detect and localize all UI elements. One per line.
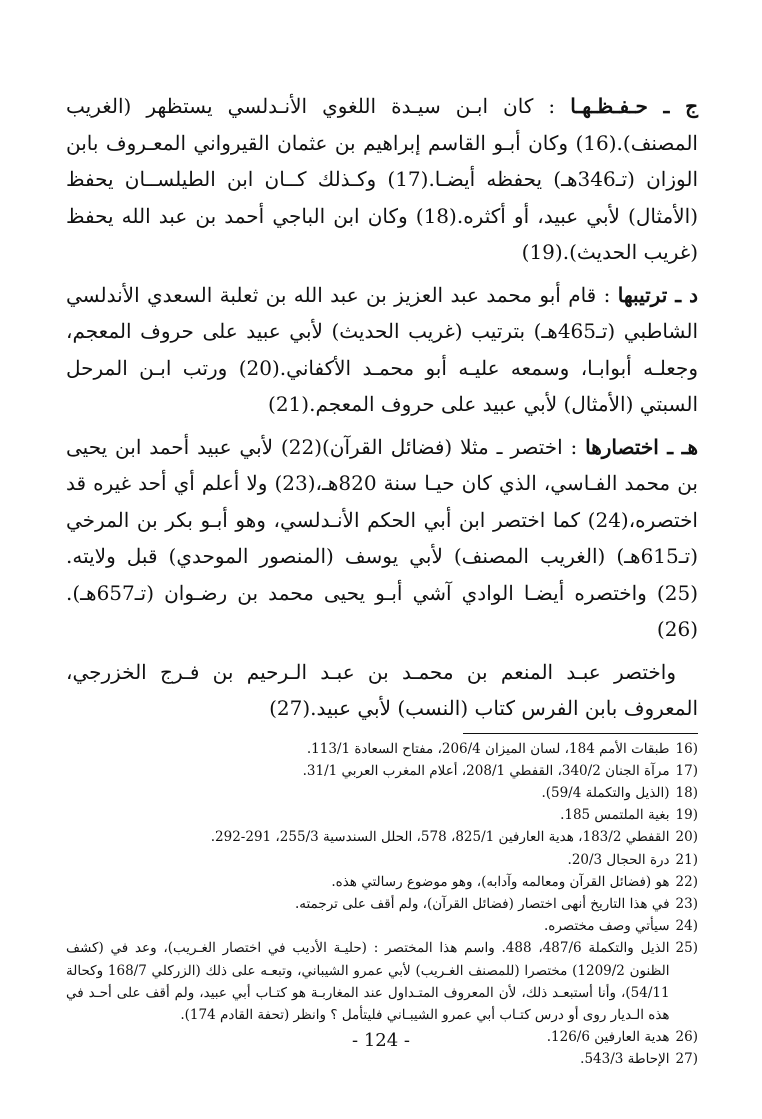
footnote [66, 849, 698, 871]
footnote [66, 893, 698, 915]
paragraph-text: : كان ابـن سيـدة اللغوي الأنـدلسي يستظهر (الغريب المصنف).(16) وكان أبـو القاسم إبراهيم بن عثمان القيرواني المعـروف بابن الوزان (تـ346هـ) يحفظه أيضـا.(17) وكـذلك كــان ابن الطيلســان يحفظ (الأمثال) لأبي عبيد، أو أكثره.(18) وكان ابن الباجي أحمد بن عبد الله يحفظ (غريب الحديث).(19) [66, 94, 698, 264]
footnote [66, 871, 698, 893]
footnote-number: 16) [675, 740, 698, 757]
footnote-number: 18) [675, 784, 698, 801]
footnote [66, 1048, 698, 1070]
footnote-number: 27) [675, 1051, 698, 1068]
footnote-text: القفطي 183/2، هدية العارفين 825/1، 578، الحلل السندسية 255/3، 291-292. [210, 829, 670, 846]
footnote [66, 915, 698, 937]
footnote-text: الإحاطة 543/3. [580, 1051, 670, 1068]
footnotes [66, 738, 698, 1071]
section-heading-abridgement: هـ ـ اختصارها [585, 434, 698, 459]
paragraph-abridgement [66, 429, 698, 648]
footnote-number: 17) [675, 762, 698, 779]
footnote-text: الذيل والتكملة 487/6، 488. واسم هذا المختصر : (حليـة الأديب في اختصار الغـريب)، وعد في (كشف الظنون 1209/2) مختصرا (للمصنف الغـريب) لأبي عمرو الشيباني، وتبعـه على ذلك (الزركلي 168/7 وكحالة 54/11)، وأنا أستبعـد ذلك، لأن المعروف المتـداول عند المغاربـة هو كتـاب أبي عبيد، ولم أقف على أحـد في هذه الـديار روى أو درس كتـاب أبي عمرو الشيبـاني فليتأمل ؟ وانظر (تحفة القادم 174). [66, 940, 670, 1023]
footnote-text: طبقات الأمم 184، لسان الميزان 206/4، مفتاح السعادة 113/1. [306, 740, 670, 757]
paragraph-text: واختصر عبـد المنعم بن محمـد بن عبـد الـرحيم بن فـرج الخزرجي، المعروف بابن الفرس كتاب (النسب) لأبي عبيد.(27) [66, 659, 698, 720]
footnote-number: 25) [675, 940, 698, 957]
footnote [66, 738, 698, 760]
paragraph-text: : اختصر ـ مثلا (فضائل القرآن)(22) لأبي عبيد أحمد ابن يحيى بن محمد الفـاسي، الذي كان حيـا سنة 820هـ،(23) ولا أعلم أي أحد غيره قد اختصره،(24) كما اختصر ابن أبي الحكم الأنـدلسي، وهو أبـو بكر بن المرخي (تـ615هـ) (الغريب المصنف) لأبي يوسف (المنصور الموحدي) قبل ولايته.(25) واختصره أيضـا الوادي آشي أبـو يحيى محمد بن رضـوان (تـ657هـ).(26) [66, 434, 698, 641]
page-body [66, 88, 698, 1071]
paragraph-arrangement [66, 277, 698, 423]
footnote [66, 760, 698, 782]
footnote [66, 804, 698, 826]
footnote [66, 782, 698, 804]
footnote-text: بغية الملتمس 185. [560, 807, 670, 824]
footnote-separator [463, 733, 698, 734]
footnote-text: مرآة الجنان 340/2، القفطي 208/1، أعلام المغرب العربي 31/1. [302, 762, 670, 779]
section-heading-memorization: ج ـ حـفـظـهـا [570, 94, 698, 118]
main-text [66, 88, 698, 727]
footnote-number: 23) [675, 895, 698, 912]
paragraph-continuation [66, 654, 698, 727]
footnote [66, 826, 698, 848]
footnote-text: سيأتي وصف مختصره. [543, 918, 670, 935]
page-number: - 124 - [352, 1030, 410, 1051]
footnote [66, 937, 698, 1026]
footnote-text: هدية العارفين 126/6. [546, 1029, 670, 1046]
paragraph-text: : قام أبو محمد عبد العزيز بن عبد الله بن ثعلبة السعدي الأندلسي الشاطبي (تـ465هـ) بترتيب (غريب الحديث) لأبي عبيد على حروف المعجم، وجعلـه أبوابـا، وسمعه عليـه أبو محمـد الأكفاني.(20) ورتب ابـن المرحل السبتي (الأمثال) لأبي عبيد على حروف المعجم.(21) [66, 282, 698, 416]
footnote-number: 19) [675, 807, 698, 824]
footnote-text: في هذا التاريخ أنهى اختصار (فضائل القرآن)، ولم أقف على ترجمته. [294, 895, 670, 912]
footnote-number: 26) [675, 1029, 698, 1046]
footnote-number: 20) [675, 829, 698, 846]
footnote-text: (الذيل والتكملة 59/4). [541, 784, 670, 801]
footnote-number: 22) [675, 873, 698, 890]
footnote-text: درة الحجال 20/3. [567, 851, 670, 868]
paragraph-memorization [66, 88, 698, 271]
footnote-number: 24) [675, 918, 698, 935]
footnote-number: 21) [675, 851, 698, 868]
section-heading-arrangement: د ـ ترتيبها [617, 282, 698, 307]
footnote-text: هو (فضائل القرآن ومعالمه وآدابه)، وهو موضوع رسالتي هذه. [331, 873, 670, 890]
